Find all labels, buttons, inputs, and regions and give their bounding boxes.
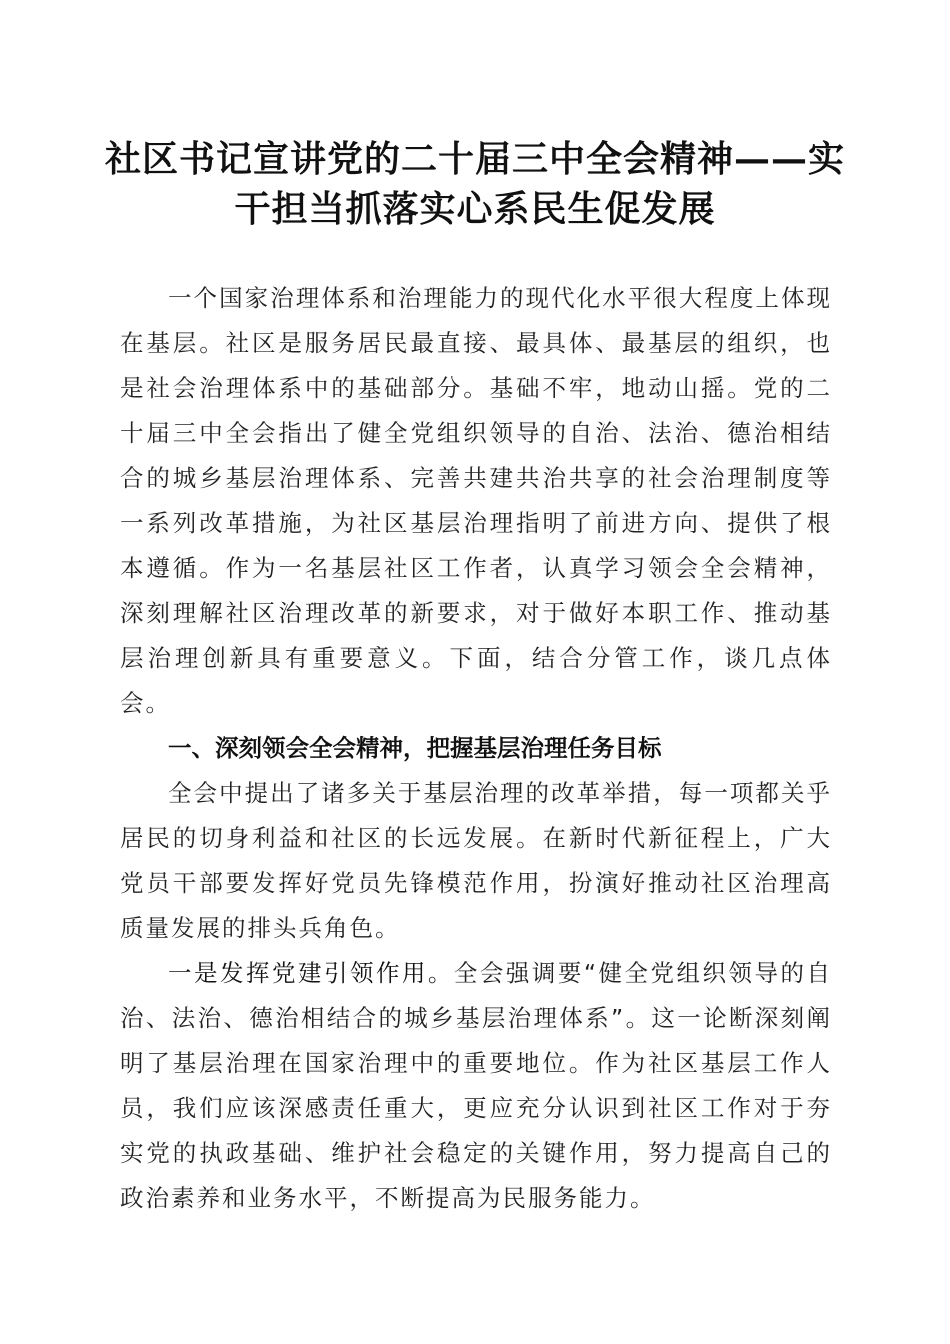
- section-paragraph: 全会中提出了诸多关于基层治理的改革举措，每一项都关乎居民的切身利益和社区的长远发展。在新时代新征程上，广大党员干部要发挥好党员先锋模范作用，扮演好推动社区治理高质量发展的排头兵角色。: [120, 779, 832, 942]
- section-heading: 一、深刻领会全会精神，把握基层治理任务目标: [168, 734, 662, 762]
- point-paragraph: [120, 951, 832, 1221]
- point-body: 全会强调要“健全党组织领导的自治、法治、德治相结合的城乡基层治理体系”。这一论断深刻阐明了基层治理在国家治理中的重要地位。作为社区基层工作人员，我们应该深感责任重大，更应充分认识到社区工作对于夯实党的执政基础、维护社会稳定的关键作用，努力提高自己的政治素养和业务水平，不断提高为民服务能力。: [120, 959, 832, 1212]
- intro-paragraph: 一个国家治理体系和治理能力的现代化水平很大程度上体现在基层。社区是服务居民最直接、最具体、最基层的组织，也是社会治理体系中的基础部分。基础不牢，地动山摇。党的二十届三中全会指出了健全党组织领导的自治、法治、德治相结合的城乡基层治理体系、完善共建共治共享的社会治理制度等一系列改革措施，为社区基层治理指明了前进方向、提供了根本遵循。作为一名基层社区工作者，认真学习领会全会精神，深刻理解社区治理改革的新要求，对于做好本职工作、推动基层治理创新具有重要意义。下面，结合分管工作，谈几点体会。: [120, 284, 832, 717]
- document-body: [120, 276, 832, 1221]
- point-lead: 一是发挥党建引领作用。: [168, 959, 454, 987]
- document-title: 社区书记宣讲党的二十届三中全会精神——实干担当抓落实心系民生促发展: [104, 138, 845, 230]
